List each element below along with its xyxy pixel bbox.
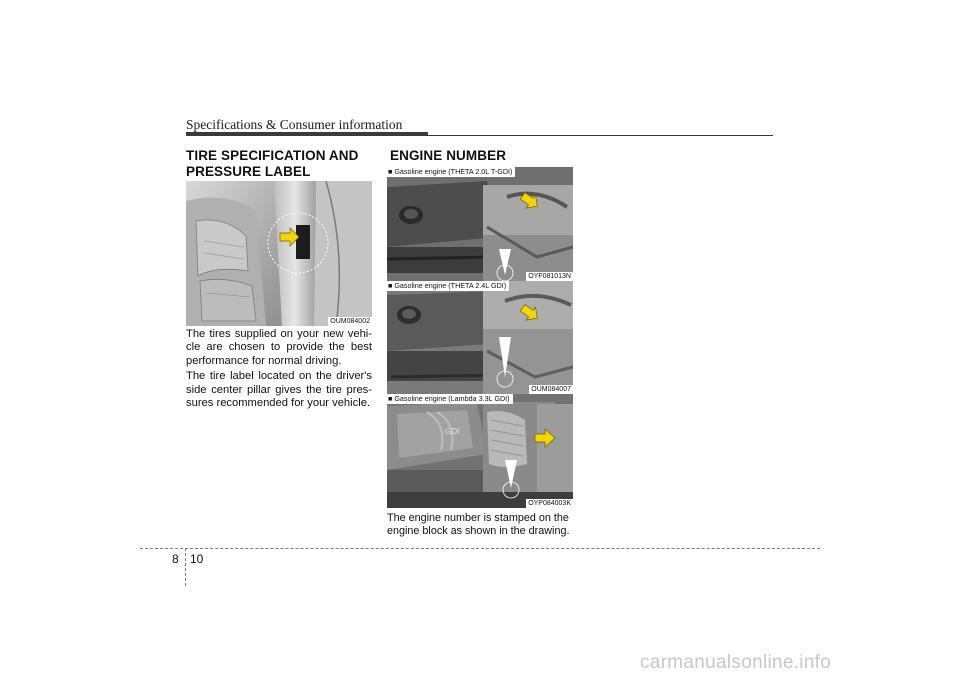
engine-photo-3-code: OYP084003K — [528, 500, 571, 507]
tire-section-title: TIRE SPECIFICATION AND PRESSURE LABEL — [186, 148, 359, 179]
tire-section-body — [186, 328, 372, 412]
header-rule-thick — [186, 132, 428, 136]
footer-section-number: 8 — [172, 552, 179, 566]
footer-page-number: 10 — [190, 552, 204, 566]
footer-divider — [185, 548, 186, 586]
engine-photo-2-caption: ■ Gasoline engine (THETA 2.4L GDI) — [387, 281, 509, 291]
tire-photo-code: OUM084002 — [330, 318, 370, 325]
engine-photo-theta-2-0 — [387, 167, 573, 281]
engine-photo-theta-2-4 — [387, 281, 573, 394]
tire-paragraph-2: The tire label located on the driver's side center pillar gives the tire pres-sures recommended for your vehicle. — [186, 370, 372, 410]
engine-paragraph: The engine number is stamped on the engine block as shown in the drawing. — [387, 512, 570, 537]
engine-photo-lambda-3-3 — [387, 394, 573, 508]
footer-rule — [140, 548, 820, 549]
tire-paragraph-1: The tires supplied on your new vehi-cle are chosen to provide the best performance for normal driving. — [186, 328, 372, 367]
engine-photo-1-caption: ■ Gasoline engine (THETA 2.0L T-GDI) — [387, 167, 515, 177]
engine-section-title: ENGINE NUMBER — [390, 148, 507, 163]
tire-label-photo — [186, 181, 372, 326]
running-header: Specifications & Consumer information — [186, 117, 403, 132]
engine-section-body — [387, 512, 575, 539]
svg-text:GDI: GDI — [445, 427, 460, 436]
engine-photo-2-code: OUM084007 — [531, 386, 571, 393]
engine-photo-3-caption: ■ Gasoline engine (Lambda 3.3L GDI) — [387, 394, 513, 404]
engine-photo-1-code: OYF081013N — [528, 273, 571, 280]
header-rule-thin — [428, 135, 773, 136]
watermark: carmanualsonline.info — [640, 652, 832, 673]
